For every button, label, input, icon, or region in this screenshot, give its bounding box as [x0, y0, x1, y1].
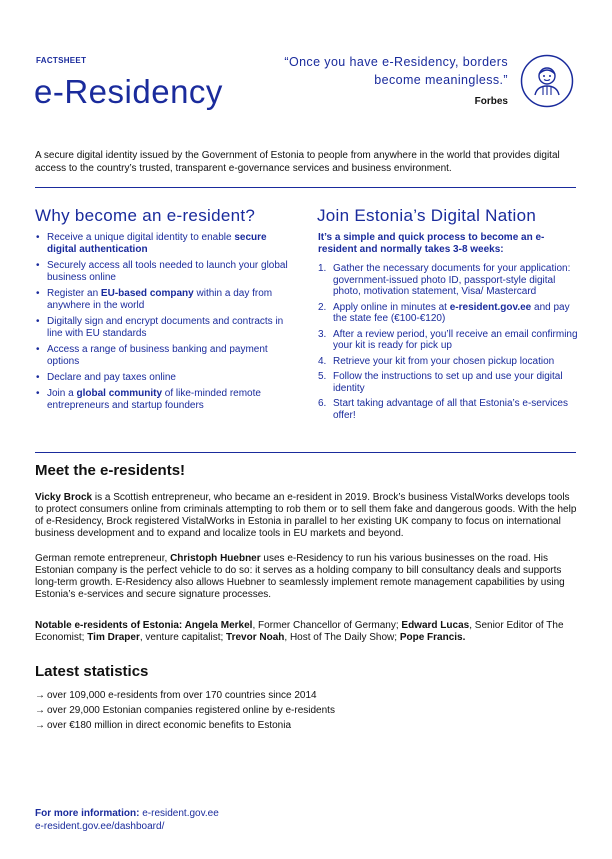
list-item: • Securely access all tools needed to launch your global business online [36, 260, 298, 284]
list-item: • Receive a unique digital identity to enable secure digital authentication [36, 232, 298, 256]
page-title: e-Residency [34, 73, 223, 110]
meet-paragraph-1: Vicky Brock is a Scottish entrepreneur, who became an e-resident in 2019. Brock’s business VistalWorks develops tools to protect consumers online from criminals attempting to rob them or to sell them fake and dangerous goods. With the help of e-Residency, Brock registered VistalWorks in Estonia in parallel to her existing UK company to focus on international business development and to expand and localize tools in EU markets and beyond. [35, 492, 577, 539]
list-item: 1. Gather the necessary documents for your application: government-issued photo ID, passport-style digital photo, motivation statement, Visa/ Mastercard [318, 263, 571, 297]
quote-source: Forbes [474, 96, 508, 107]
stats-list [35, 688, 335, 733]
list-item: 2. Apply online in minutes at e-resident.gov.ee and pay the state fee (€100-€120) [318, 301, 570, 324]
factsheet-label: FACTSHEET [36, 56, 87, 65]
list-item: → over €180 million in direct economic benefits to Estonia [35, 718, 335, 733]
website-link[interactable]: e-resident.gov.ee [142, 808, 219, 819]
more-info [35, 807, 219, 833]
stats-heading: Latest statistics [35, 663, 149, 680]
list-item: 6. Start taking advantage of all that Estonia’s e-services offer! [318, 398, 568, 421]
list-item: • Join a global community of like-minded remote entrepreneurs and startup founders [36, 388, 298, 412]
quote-text: “Once you have e-Residency, borders become meaningless.” [284, 55, 508, 87]
notable-residents: Notable e-residents of Estonia: Angela Merkel, Former Chancellor of Germany; Edward Lucas, Senior Editor of The Economist; Tim Draper, venture capitalist; Trevor Noah, Host of The Daily Show; Pope Francis. [35, 620, 564, 643]
divider [35, 452, 576, 453]
list-item: • Declare and pay taxes online [36, 372, 298, 384]
list-item: 3. After a review period, you’ll receive an email confirming your kit is ready for pick up [318, 328, 578, 351]
intro-paragraph: A secure digital identity issued by the Government of Estonia to people from anywhere in the world that provides digital access to the country’s trusted, transparent e-governance services and business environment. [35, 150, 560, 174]
meet-paragraph-2: German remote entrepreneur, Christoph Huebner uses e-Residency to run his various businesses on the road. His Estonian company is the perfect vehicle to do so: it serves as a holding company to bill consultancy deals and supports long-term growth. E-Residency also allows Huebner to seamlessly implement remote management capabilities by using Estonia’s e-services and secure signature processes. [35, 553, 565, 600]
why-heading: Why become an e-resident? [35, 206, 256, 225]
list-item: 5. Follow the instructions to set up and use your digital identity [318, 371, 563, 394]
list-item: 4. Retrieve your kit from your chosen pickup location [318, 355, 555, 367]
list-item: • Register an EU-based company within a day from anywhere in the world [36, 288, 298, 312]
list-item: → over 109,000 e-residents from over 170 countries since 2014 [35, 688, 335, 703]
list-item: → over 29,000 Estonian companies registered online by e-residents [35, 703, 335, 718]
join-heading: Join Estonia’s Digital Nation [317, 206, 537, 225]
apply-link[interactable]: e-resident.gov.ee [449, 301, 532, 313]
steps-list [318, 263, 580, 425]
list-item: • Access a range of business banking and payment options [36, 344, 298, 368]
person-portrait-icon [520, 54, 574, 108]
more-info-label: For more information: [35, 808, 143, 819]
meet-heading: Meet the e-residents! [35, 462, 186, 479]
join-lead: It’s a simple and quick process to become an e-resident and normally takes 3-8 weeks: [318, 232, 545, 255]
why-list [36, 232, 298, 416]
list-item: • Digitally sign and encrypt documents and contracts in line with EU standards [36, 316, 298, 340]
divider [35, 187, 576, 188]
dashboard-link[interactable]: e-resident.gov.ee/dashboard/ [35, 821, 165, 832]
